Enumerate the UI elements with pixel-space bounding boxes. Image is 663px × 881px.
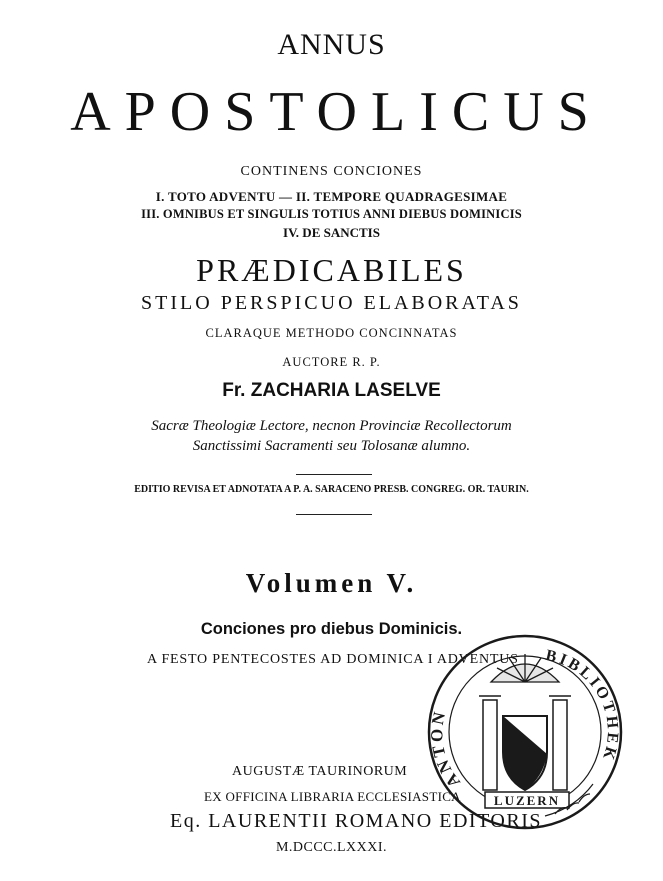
title-annus: ANNUS: [277, 28, 386, 61]
stamp-banner-text: LUZERN: [493, 793, 561, 808]
stamp-ring-text-left: ANTON: [427, 707, 465, 792]
festo-line: A FESTO PENTECOSTES AD DOMINICA I ADVENTUS: [147, 652, 519, 667]
author-description-2: Sanctissimi Sacramenti seu Tolosanæ alumno.: [192, 438, 471, 454]
imprint-year: M.DCCC.LXXXI.: [275, 840, 388, 855]
author-name: Fr. ZACHARIA LASELVE: [222, 380, 441, 401]
editio-line: EDITIO REVISA ET ADNOTATA A P. A. SARACENO PRESB. CONGREG. OR. TAURIN.: [134, 484, 529, 495]
library-stamp: [425, 632, 625, 832]
author-description-1: Sacræ Theologiæ Lectore, necnon Provinciæ Recollectorum: [151, 418, 512, 434]
imprint-place: AUGUSTÆ TAURINORUM: [232, 764, 408, 779]
shield-icon: [503, 716, 547, 790]
stamp-ring-text-right: BIBLIOTHEK: [544, 646, 622, 765]
imprint-officina: EX OFFICINA LIBRARIA ECCLESIASTICA: [204, 789, 461, 804]
volume-title: Volumen V.: [245, 568, 418, 598]
conciones-line: Conciones pro diebus Dominicis.: [200, 620, 463, 638]
parts-line-3: IV. DE SANCTIS: [283, 225, 380, 240]
line-auctore: AUCTORE R. P.: [282, 355, 381, 369]
parts-line-1: I. TOTO ADVENTU — II. TEMPORE QUADRAGESIMAE: [155, 189, 508, 204]
title-praedicabiles: PRÆDICABILES: [196, 252, 467, 288]
line-claraque: CLARAQUE METHODO CONCINNATAS: [205, 326, 458, 340]
imprint-publisher: Eq. LAURENTII ROMANO EDITORIS: [170, 810, 542, 832]
divider-rule-upper: [296, 474, 372, 475]
divider-rule-lower: [296, 514, 372, 515]
line-stilo: STILO PERSPICUO ELABORATAS: [141, 292, 522, 314]
stamp-banner: [485, 792, 569, 808]
parts-line-2: III. OMNIBUS ET SINGULIS TOTIUS ANNI DIEBUS DOMINICIS: [141, 207, 522, 221]
title-apostolicus: APOSTOLICUS: [70, 81, 603, 143]
subtitle-continens: CONTINENS CONCIONES: [240, 164, 423, 179]
